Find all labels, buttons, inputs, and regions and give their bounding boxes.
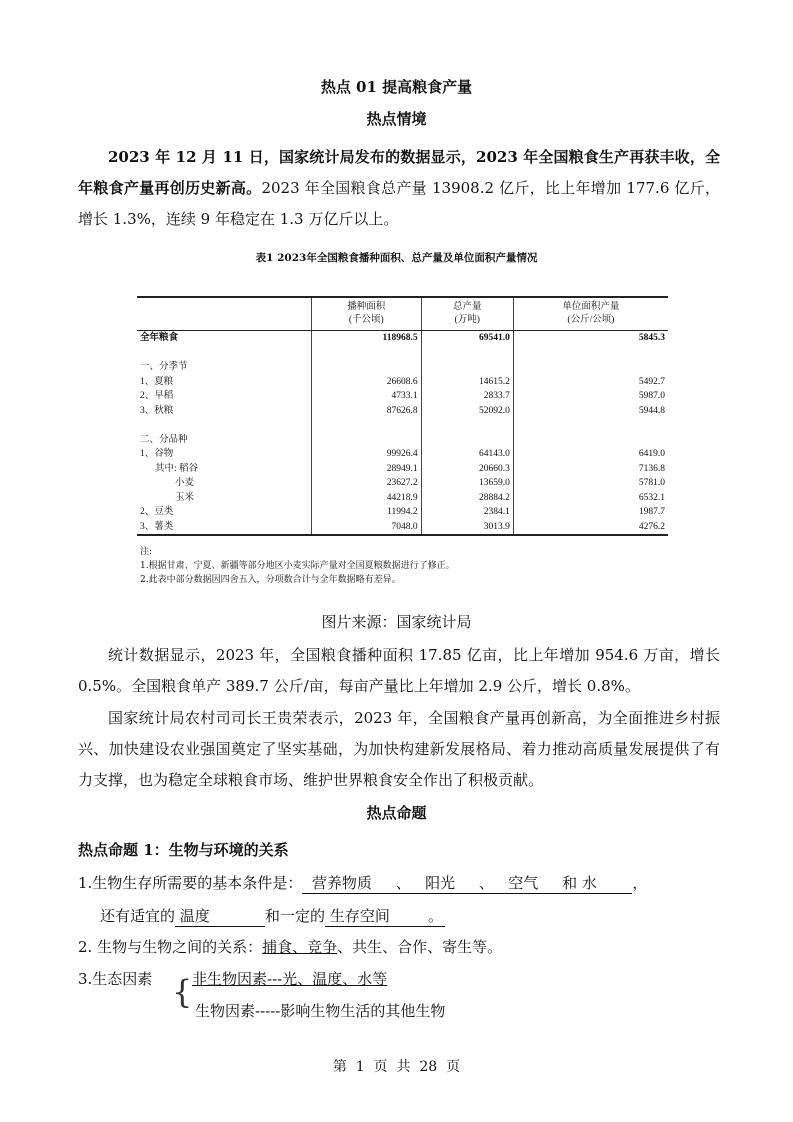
table-row: [137, 418, 668, 433]
table-cell: [513, 433, 668, 448]
table-cell: 5781.0: [513, 476, 668, 491]
row-label: 二、分品种: [140, 434, 188, 445]
table-cell: 7136.8: [513, 462, 668, 477]
table-row: [137, 433, 668, 448]
table-cell: 2833.7: [421, 389, 513, 404]
item-1-prefix: 1.生物生存所需要的基本条件是：: [78, 874, 303, 892]
row-label: 2、豆类: [140, 507, 174, 517]
intro-rest: 2023 年全国粮食总产量 13908.2 亿斤，比上年增加 177.6 亿斤，增长 1.3%，连续 9 年稳定在 1.3 万亿斤以上。: [78, 179, 720, 228]
table-cell: 87626.8: [312, 404, 422, 419]
table-cell: 1987.7: [513, 505, 668, 520]
column-header: 播种面积 (千公顷): [312, 297, 422, 331]
answer-temperature: 温度: [179, 907, 210, 925]
table-row: [137, 360, 668, 375]
table-cell: 99926.4: [312, 447, 422, 462]
table-row: [137, 447, 668, 462]
row-label: 1、谷物: [140, 449, 174, 459]
column-header: 总产量 (万吨): [421, 297, 513, 331]
row-label: 2、早稻: [140, 391, 174, 401]
table-cell: 64143.0: [421, 447, 513, 462]
note-1: 1.根据甘肃、宁夏、新疆等部分地区小麦实际产量对全国夏粮数据进行了修正。: [140, 561, 455, 571]
table-row: [137, 520, 668, 536]
table-cell: [312, 346, 422, 361]
row-label: 3、薯类: [137, 520, 312, 536]
table-cell: 5944.8: [513, 404, 668, 419]
official-paragraph: 国家统计局农村司司长王贵荣表示，2023 年，全国粮食产量再创新高，为全面推进乡村振兴、加快建设农业强国奠定了坚实基础，为加快构建新发展格局、着力推动高质量发展提供了有力支撑，也为稳定全球粮食市场、维护世界粮食安全作出了积极贡献。: [78, 709, 720, 789]
row-label: 玉米: [175, 492, 195, 503]
table-cell: [421, 360, 513, 375]
row-label: 1、夏粮: [140, 376, 174, 387]
table-row: [137, 505, 668, 520]
page-title: 热点 01 提高粮食产量: [320, 78, 473, 96]
table-cell: 28949.1: [312, 462, 422, 477]
table-cell: 5492.7: [513, 375, 668, 390]
table-cell: 13659.0: [421, 476, 513, 491]
table-cell: [312, 418, 422, 433]
column-header: 单位面积产量 (公斤/公顷): [513, 297, 668, 331]
table-row: [137, 346, 668, 361]
table-row: [137, 491, 668, 506]
table-cell: 6419.0: [513, 447, 668, 462]
answer-space: 生存空间: [329, 907, 390, 925]
table-row: [137, 462, 668, 477]
answer-relations: 捕食、竞争: [262, 938, 338, 956]
page-footer: 第 1 页 共 28 页: [332, 1059, 461, 1075]
table-cell: 4276.2: [513, 520, 668, 536]
row-label: [137, 418, 312, 433]
item-1-answer: 营养物质 、 阳光 、 空气 和 水: [302, 872, 632, 894]
brace-icon: {: [172, 973, 193, 1011]
biotic-factor: 生物因素-----影响生物生活的其他生物: [195, 1002, 446, 1020]
table-row: [137, 389, 668, 404]
topic-heading: 热点命题 1：生物与环境的关系: [78, 841, 289, 859]
table-notes: [140, 545, 455, 587]
row-label: 其中: 稻谷: [155, 463, 199, 474]
table-cell: [312, 433, 422, 448]
table-cell: 5987.0: [513, 389, 668, 404]
table-cell: [312, 360, 422, 375]
row-label: 小麦: [175, 478, 195, 488]
table-cell: [513, 360, 668, 375]
item-1-line-2: 还有适宜的 温度 和一定的 生存空间 。: [100, 905, 445, 927]
note-2: 2.此表中部分数据因四舍五入，分项数合计与全年数据略有差异。: [140, 575, 401, 585]
note-title: 注:: [140, 547, 153, 557]
column-header: [137, 297, 312, 331]
section-heading-2: 热点命题: [366, 804, 427, 822]
intro-bold: 2023 年 12 月 11 日，国家统计局发布的数据显示，2023 年全国粮食生产再获丰收，全年粮食产量再创历史新高。: [78, 148, 720, 197]
item-1: 1.生物生存所需要的基本条件是： 营养物质 、 阳光 、 空气 和 水 ，: [78, 874, 648, 892]
table-caption: 表1 2023年全国粮食播种面积、总产量及单位面积产量情况: [255, 252, 538, 264]
table-row: [137, 404, 668, 419]
table-cell: 14615.2: [421, 375, 513, 390]
table-cell: 4733.1: [312, 389, 422, 404]
table-cell: 11994.2: [312, 505, 422, 520]
table-cell: 5845.3: [513, 331, 668, 346]
table-cell: 23627.2: [312, 476, 422, 491]
row-label: 3、秋粮: [140, 405, 174, 416]
table-cell: 3013.9: [421, 520, 513, 536]
table-cell: 118968.5: [312, 331, 422, 346]
item-3-label: 3.生态因素: [78, 970, 153, 988]
table-cell: [513, 418, 668, 433]
table-row: [137, 331, 668, 346]
row-label: [137, 346, 312, 361]
abiotic-factor: 非生物因素---光、温度、水等: [192, 970, 388, 988]
row-label: 一、分季节: [140, 362, 188, 372]
image-source: 图片来源：国家统计局: [321, 613, 472, 631]
section-heading: 热点情境: [366, 110, 427, 128]
table-row: [137, 375, 668, 390]
intro-paragraph: [78, 142, 720, 235]
table-cell: 52092.0: [421, 404, 513, 419]
table-cell: [513, 346, 668, 361]
table-row: [137, 476, 668, 491]
table-cell: 26608.6: [312, 375, 422, 390]
table-cell: 2384.1: [421, 505, 513, 520]
table-cell: [421, 418, 513, 433]
table-cell: 44218.9: [312, 491, 422, 506]
table-cell: 6532.1: [513, 491, 668, 506]
grain-table: [137, 296, 668, 536]
stats-paragraph: 统计数据显示，2023 年，全国粮食播种面积 17.85 亿亩，比上年增加 954.6 万亩，增长 0.5%。全国粮食单产 389.7 公斤/亩，每亩产量比上年增加 2.9 公斤，增长 0.8%。: [78, 646, 720, 695]
row-label: 全年粮食: [140, 333, 179, 343]
table-cell: 28884.2: [421, 491, 513, 506]
item-2: 2. 生物与生物之间的关系：捕食、竞争、共生、合作、寄生等。: [78, 938, 503, 956]
table-cell: 69541.0: [421, 331, 513, 346]
table-cell: 20660.3: [421, 462, 513, 477]
table-cell: 7048.0: [312, 520, 422, 536]
table-cell: [421, 433, 513, 448]
table-cell: [421, 346, 513, 361]
